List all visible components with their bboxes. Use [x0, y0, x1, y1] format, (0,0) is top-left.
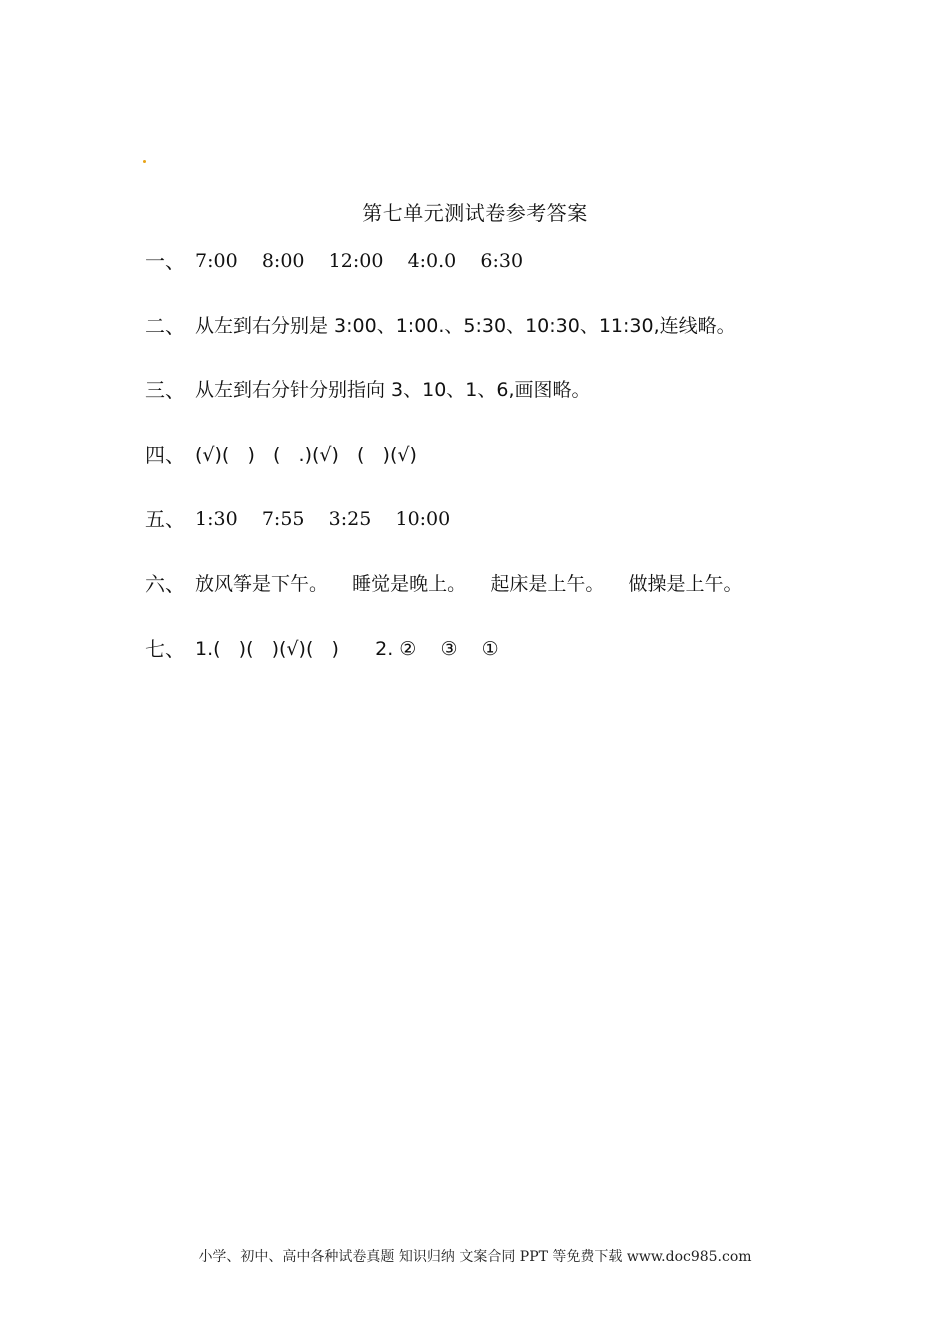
answer-text: 从左到右分别是 3:00、1:00.、5:30、10:30、11:30,连线略。 — [195, 314, 736, 337]
page-title: 第七单元测试卷参考答案 — [362, 201, 588, 225]
answer-number: 一、 — [145, 249, 185, 273]
answer-row-3 — [145, 375, 905, 440]
answer-text: (√)( ) ( .)(√) ( )(√) — [195, 443, 417, 466]
answer-row-2 — [145, 311, 905, 376]
answer-number: 二、 — [145, 313, 185, 338]
answer-text: 1.( )( )(√)( ) 2. ② ③ ① — [195, 637, 499, 660]
answer-list — [145, 246, 905, 698]
answer-number: 五、 — [145, 507, 185, 532]
answer-text: 7:00 8:00 12:00 4:0.0 6:30 — [195, 250, 524, 272]
answer-text: 放风筝是下午。 睡觉是晚上。 起床是上午。 做操是上午。 — [195, 572, 743, 595]
answer-row-1 — [145, 246, 905, 311]
answer-text: 从左到右分针分别指向 3、10、1、6,画图略。 — [195, 379, 591, 402]
answer-row-5 — [145, 504, 905, 569]
page-footer: 小学、初中、高中各种试卷真题 知识归纳 文案合同 PPT 等免费下载 www.doc985.com — [198, 1249, 752, 1265]
stray-dot-mark — [143, 160, 146, 163]
answer-number: 三、 — [145, 378, 185, 403]
answer-row-4 — [145, 440, 905, 505]
answer-number: 六、 — [145, 571, 185, 596]
answer-number: 四、 — [145, 442, 185, 467]
answer-row-7 — [145, 634, 905, 699]
answer-text: 1:30 7:55 3:25 10:00 — [195, 508, 451, 531]
answer-row-6 — [145, 569, 905, 634]
answer-number: 七、 — [145, 636, 185, 661]
